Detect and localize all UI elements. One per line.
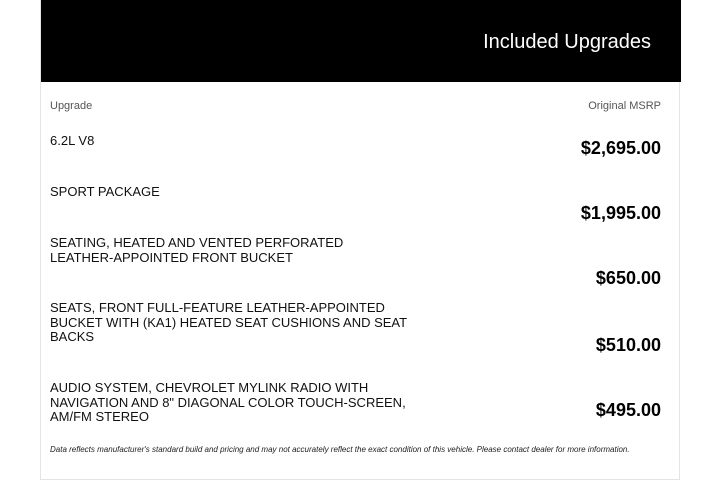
- header-bar: [41, 0, 681, 82]
- disclaimer-text: Data reflects manufacturer's standard build and pricing and may not accurately reflect the exact condition of this vehicle. Please contact dealer for more information.: [50, 445, 630, 454]
- upgrade-price: $510.00: [595, 335, 661, 355]
- upgrade-price: $2,695.00: [580, 138, 661, 158]
- upgrade-name: SEATING, HEATED AND VENTED PERFORATED LEATHER-APPOINTED FRONT BUCKET: [50, 235, 344, 265]
- upgrade-name: 6.2L V8: [50, 133, 95, 148]
- upgrade-column-header: Upgrade: [50, 100, 93, 112]
- upgrade-name: SEATS, FRONT FULL-FEATURE LEATHER-APPOINTED BUCKET WITH (KA1) HEATED SEAT CUSHIONS AND SEAT BACKS: [50, 300, 408, 344]
- included-upgrades-panel: [40, 0, 680, 480]
- upgrade-name: SPORT PACKAGE: [50, 184, 160, 199]
- upgrade-price: $1,995.00: [580, 203, 661, 223]
- panel-title: Included Upgrades: [483, 31, 651, 53]
- upgrade-price: $650.00: [595, 268, 661, 288]
- upgrade-name: AUDIO SYSTEM, CHEVROLET MYLINK RADIO WITH NAVIGATION AND 8" DIAGONAL COLOR TOUCH-SCREEN, AM/FM STEREO: [50, 380, 406, 424]
- upgrade-price: $495.00: [595, 400, 661, 420]
- msrp-column-header: Original MSRP: [588, 100, 661, 112]
